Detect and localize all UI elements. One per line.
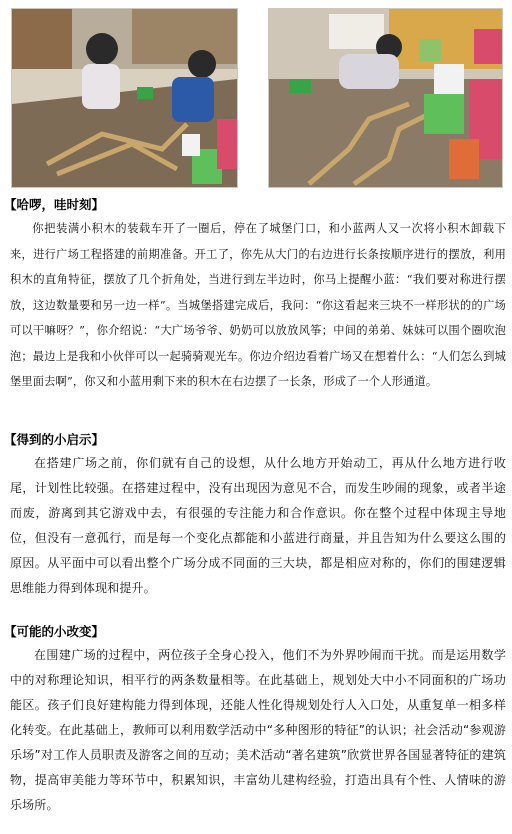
section-heading-change: 【可能的小改变】 [4,624,105,639]
section-paragraph-change: 在围建广场的过程中，两位孩子全身心投入，他们不为外界吵闹而干扰。而是运用数学中的对称理论知识，相平行的两条数量相等。在此基础上，规划处大中小不同面积的广场功能区。孩子们良好建构能力得到体现，还能人性化得规划处行人入口处，从重复单一相多样化转变。在此基础上，教师可以利用数学活动中“多种图形的特征”的认识；社会活动“参观游乐场”对工作人员职责及游客之间的互动；美术活动“著名建筑”欣赏世界各国显著特征的建筑物，提高审美能力等环节中，积累知识，丰富幼儿建构经验，打造出具有个性、人情味的游乐场所。 [10,648,506,812]
classroom-photo-right [268,8,503,188]
section-heading-insight: 【得到的小启示】 [4,432,105,447]
section-paragraph-insight: 在搭建广场之前，你们就有自己的设想，从什么地方开始动工，再从什么地方进行收尾，计划性比较强。在搭建过程中，没有出现因为意见不合，而发生吵闹的现象，或者半途而废，游离到其它游戏中去，有很强的专注能力和合作意识。你在整个过程中体现主导地位，但没有一意孤行，而是每一个变化点都能和小蓝进行商量，并且告知为什么要这么围的原因。从平面中可以看出整个广场分成不同面的三大块，都是相应对称的，你们的围建逻辑思维能力得到体现和提升。 [10,456,506,595]
classroom-photo-left [11,8,238,188]
section-heading-moment: 【哈啰，哇时刻】 [4,197,105,212]
children-building-photo-icon [12,9,237,187]
children-building-photo-icon [269,9,502,187]
section-paragraph-moment: 你把装满小积木的装载车开了一圈后，停在了城堡门口，和小蓝两人又一次将小积木卸载下来，进行广场工程搭建的前期准备。开工了，你先从大门的右边进行长条按顺序进行的摆放，利用积木的直角特征，摆放了几个折角处，当进行到左半边时，你马上提醒小蓝：“我们要对称进行摆放，这边数量要和另一边一样”。当城堡搭建完成后，我问：“你这看起来三块不一样形状的的广场可以干嘛呀？”，你介绍说：“大广场爷爷、奶奶可以放放风筝；中间的弟弟、妹妹可以围个圈吹泡泡；最边上是我和小伙伴可以一起骑骑观光车。你边介绍边看着广场又在想着什么：“人们怎么到城堡里面去啊”，你又和小蓝用剩下来的积木在右边摆了一长条，形成了一个人形通道。 [10,222,506,388]
